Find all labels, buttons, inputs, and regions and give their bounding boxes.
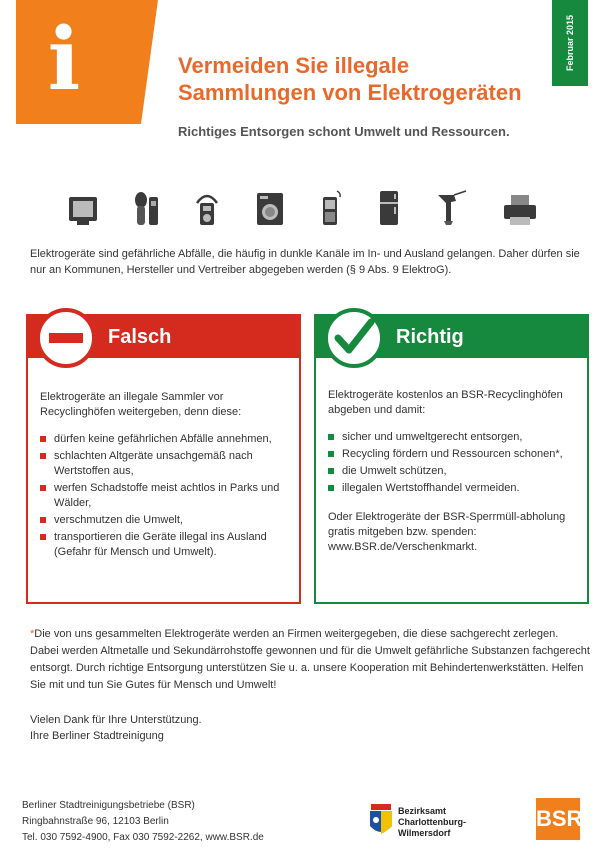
washing-machine-icon (255, 191, 285, 232)
district-crest-icon (368, 804, 394, 838)
list-item (40, 432, 289, 447)
list-item (40, 530, 289, 560)
company-name: Berliner Stadtreinigungsbetriebe (BSR) (22, 800, 195, 811)
bullet-icon (40, 436, 46, 442)
bullet-icon (328, 485, 334, 491)
bullet-icon (328, 468, 334, 474)
footnote-star: * (30, 628, 35, 640)
date-text: Februar 2015 (565, 14, 575, 72)
falsch-list (28, 432, 299, 560)
falsch-header (28, 316, 299, 358)
list-item-text: verschmutzen die Umwelt, (54, 514, 183, 526)
thanks-line-2: Ihre Berliner Stadtreinigung (30, 730, 164, 742)
list-item (40, 513, 289, 528)
device-icon-row (68, 188, 538, 232)
checkmark-icon (324, 308, 384, 368)
list-item-text: transportieren die Geräte illegal ins Ausland (Gefahr für Mensch und Umwelt). (54, 531, 267, 558)
bullet-icon (40, 485, 46, 491)
mp3-player-icon (193, 189, 221, 232)
title-line-1: Vermeiden Sie illegale (178, 53, 410, 78)
richtig-list (316, 430, 587, 496)
richtig-extra-text: Oder Elektrogeräte der BSR-Sperrmüll-abholung gratis mitgeben bzw. spenden: www.BSR.de/Verschenkmarkt. (328, 511, 566, 553)
minus-icon (36, 308, 96, 368)
richtig-header (316, 316, 587, 358)
falsch-lead: Elektrogeräte an illegale Sammler vor Recyclinghöfen weitergeben, denn diese: (40, 391, 242, 418)
district-logo (368, 804, 518, 844)
street-address: Ringbahnstraße 96, 12103 Berlin (22, 816, 169, 827)
contact-line: Tel. 030 7592-4900, Fax 030 7592-2262, www.BSR.de (22, 832, 264, 843)
intro-text: Elektrogeräte sind gefährliche Abfälle, die häufig in dunkle Kanäle im In- und Ausland gelangen. Daher dürfen sie nur an Kommunen, Hersteller und Vertreiber abgegeben werden (§ 9 Abs. 9 ElektroG). (30, 248, 580, 276)
richtig-box (314, 314, 589, 604)
hand-mixer-icon (434, 189, 468, 232)
mobile-phone-icon (319, 189, 343, 232)
monitor-icon (68, 193, 98, 232)
list-item (328, 447, 577, 462)
list-item-text: dürfen keine gefährlichen Abfälle annehmen, (54, 433, 272, 445)
bullet-icon (328, 434, 334, 440)
list-item-text: schlachten Altgeräte unsachgemäß nach Wertstoffen aus, (54, 450, 253, 477)
list-item (328, 481, 577, 496)
bsr-logo: BSR (536, 798, 580, 840)
list-item-text: die Umwelt schützen, (342, 465, 447, 477)
bullet-icon (40, 453, 46, 459)
falsch-box (26, 314, 301, 604)
info-icon: i (47, 9, 81, 110)
district-line-1: Bezirksamt (398, 806, 447, 816)
richtig-lead: Elektrogeräte kostenlos an BSR-Recyclinghöfen abgeben und damit: (328, 389, 563, 416)
list-item-text: werfen Schadstoffe meist achtlos in Parks und Wälder, (54, 482, 280, 509)
bullet-icon (328, 451, 334, 457)
list-item-text: illegalen Wertstoffhandel vermeiden. (342, 482, 520, 494)
list-item (40, 449, 289, 479)
district-line-3: Wilmersdorf (398, 828, 451, 838)
list-item (40, 481, 289, 511)
refrigerator-icon (377, 189, 401, 232)
thanks-line-1: Vielen Dank für Ihre Unterstützung. (30, 714, 202, 726)
shaver-icon (132, 191, 160, 232)
footnote-text: Die von uns gesammelten Elektrogeräte werden an Firmen weitergegeben, die diese sachgerecht zerlegen. Dabei werden Altmetalle und Sekundärrohstoffe gewonnen und für die Umwelt gefährliche Substanzen fachgerecht entsorgt. Durch richtige Entsorgung unterstützen Sie u. a. unsere Kooperation mit Behindertenwerkstätten. Helfen Sie mit und tun Sie Gutes für Mensch und Umwelt! (30, 628, 590, 691)
list-item-text: sicher und umweltgerecht entsorgen, (342, 431, 523, 443)
printer-icon (502, 193, 538, 232)
list-item (328, 430, 577, 445)
title-line-2: Sammlungen von Elektrogeräten (178, 80, 522, 105)
footnote (30, 626, 590, 694)
richtig-label: Richtig (396, 325, 464, 348)
list-item (328, 464, 577, 479)
subtitle: Richtiges Entsorgen schont Umwelt und Ressourcen. (178, 124, 510, 139)
district-line-2: Charlottenburg- (398, 817, 466, 827)
bullet-icon (40, 517, 46, 523)
falsch-label: Falsch (108, 325, 172, 348)
district-name (398, 806, 466, 839)
thanks-block (30, 712, 430, 744)
address-block (22, 798, 352, 846)
list-item-text: Recycling fördern und Ressourcen schonen*, (342, 448, 563, 460)
bullet-icon (40, 534, 46, 540)
page-title (178, 52, 558, 106)
